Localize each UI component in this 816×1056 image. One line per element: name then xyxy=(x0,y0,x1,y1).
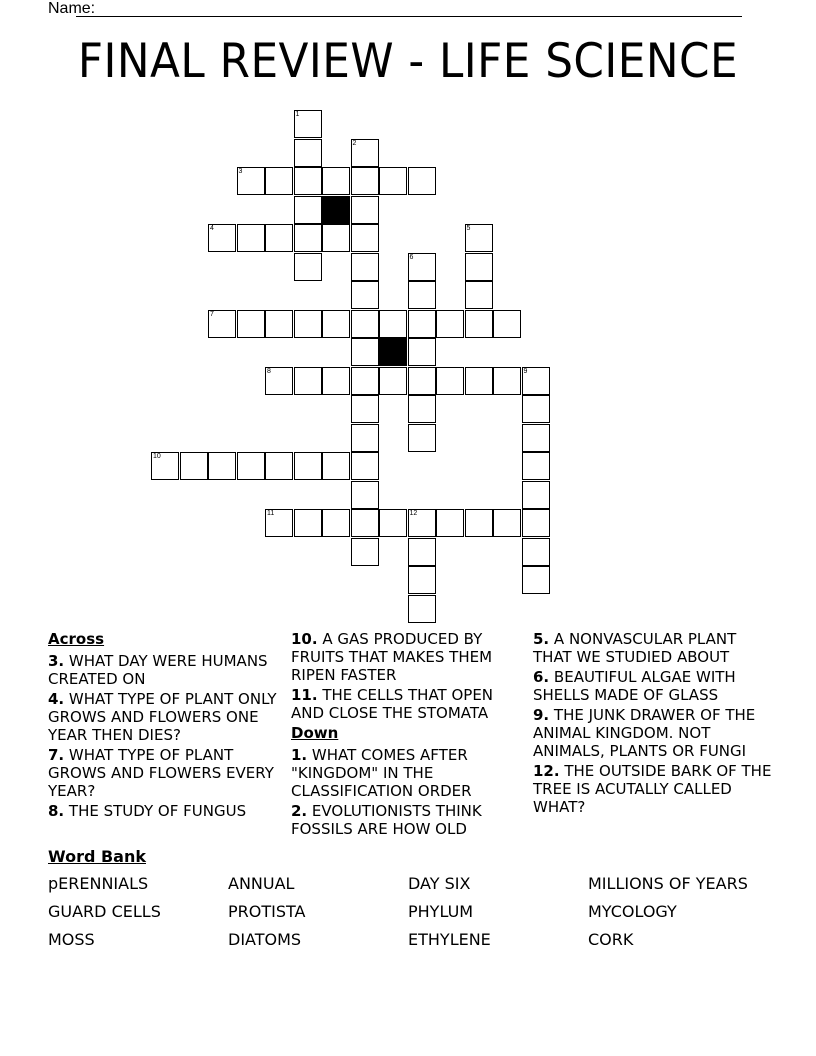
grid-cell[interactable] xyxy=(294,196,322,224)
grid-cell[interactable] xyxy=(322,452,350,480)
grid-cell[interactable] xyxy=(522,481,550,509)
grid-cell[interactable] xyxy=(436,310,464,338)
grid-cell[interactable] xyxy=(351,167,379,195)
grid-cell[interactable] xyxy=(351,224,379,252)
grid-cell[interactable] xyxy=(493,310,521,338)
clue-number: 1 xyxy=(295,111,300,118)
word-bank-item: pERENNIALS xyxy=(48,874,149,893)
clue-down-2: 2. EVOLUTIONISTS THINK FOSSILS ARE HOW OLD xyxy=(291,802,482,838)
grid-cell[interactable] xyxy=(322,310,350,338)
grid-cell[interactable] xyxy=(436,509,464,537)
grid-cell[interactable] xyxy=(408,538,436,566)
grid-cell[interactable] xyxy=(294,110,322,138)
grid-cell[interactable] xyxy=(408,310,436,338)
grid-cell[interactable] xyxy=(294,253,322,281)
clue-number: 11 xyxy=(267,510,275,517)
grid-cell[interactable] xyxy=(322,509,350,537)
clue-number: 12 xyxy=(409,510,418,517)
clue-number: 10 xyxy=(153,453,161,460)
clue-number: 3 xyxy=(238,168,243,175)
clue-across-3: 3. WHAT DAY WERE HUMANS CREATED ON xyxy=(48,652,268,688)
grid-cell[interactable] xyxy=(465,281,493,309)
grid-cell[interactable] xyxy=(237,167,265,195)
grid-cell[interactable] xyxy=(208,310,236,338)
grid-cell[interactable] xyxy=(322,167,350,195)
grid-cell[interactable] xyxy=(322,367,350,395)
grid-cell[interactable] xyxy=(351,538,379,566)
clue-across-11: 11. THE CELLS THAT OPEN AND CLOSE THE STOMATA xyxy=(291,686,494,722)
clue-number: 4 xyxy=(210,225,214,232)
grid-cell[interactable] xyxy=(351,395,379,423)
clue-down-5: 5. A NONVASCULAR PLANT THAT WE STUDIED ABOUT xyxy=(533,630,737,666)
clue-number: 9 xyxy=(523,367,528,375)
grid-cell[interactable] xyxy=(351,452,379,480)
clue-down-9: 9. THE JUNK DRAWER OF THE ANIMAL KINGDOM. NOT ANIMALS, PLANTS OR FUNGI xyxy=(533,706,756,760)
word-bank-item: MOSS xyxy=(48,930,95,949)
clue-across-10: 10. A GAS PRODUCED BY FRUITS THAT MAKES THEM RIPEN FASTER xyxy=(291,630,493,684)
word-bank-item: MYCOLOGY xyxy=(588,902,677,921)
grid-cell[interactable] xyxy=(522,566,550,594)
grid-cell[interactable] xyxy=(522,452,550,480)
word-bank-item: PROTISTA xyxy=(228,902,306,921)
grid-cell[interactable] xyxy=(208,452,236,480)
clue-column-3 xyxy=(533,630,773,818)
grid-block xyxy=(379,338,407,366)
grid-cell[interactable] xyxy=(408,338,436,366)
grid-cell[interactable] xyxy=(465,253,493,281)
grid-cell[interactable] xyxy=(522,395,550,423)
grid-cell[interactable] xyxy=(294,139,322,167)
grid-cell[interactable] xyxy=(522,509,550,537)
grid-cell[interactable] xyxy=(351,253,379,281)
down-heading: Down xyxy=(291,724,339,742)
clue-across-8: 8. THE STUDY OF FUNGUS xyxy=(48,802,247,820)
grid-cell[interactable] xyxy=(379,310,407,338)
grid-cell[interactable] xyxy=(465,310,493,338)
grid-cell[interactable] xyxy=(265,224,293,252)
grid-cell[interactable] xyxy=(408,253,436,281)
grid-cell[interactable] xyxy=(294,367,322,395)
grid-cell[interactable] xyxy=(208,224,236,252)
grid-cell[interactable] xyxy=(322,224,350,252)
grid-cell[interactable] xyxy=(151,452,179,480)
grid-cell[interactable] xyxy=(351,310,379,338)
clue-number: 6 xyxy=(409,253,414,261)
grid-cell[interactable] xyxy=(493,367,521,395)
grid-cell[interactable] xyxy=(522,424,550,452)
grid-cell[interactable] xyxy=(237,224,265,252)
grid-cell[interactable] xyxy=(408,395,436,423)
grid-cell[interactable] xyxy=(265,509,293,537)
clue-across-7: 7. WHAT TYPE OF PLANT GROWS AND FLOWERS EVERY YEAR? xyxy=(48,746,274,800)
grid-cell[interactable] xyxy=(351,367,379,395)
grid-cell[interactable] xyxy=(379,509,407,537)
grid-cell[interactable] xyxy=(522,367,550,395)
grid-cell[interactable] xyxy=(465,224,493,252)
clue-number: 8 xyxy=(267,367,271,375)
word-bank-item: GUARD CELLS xyxy=(48,902,161,921)
grid-cell[interactable] xyxy=(294,310,322,338)
grid-cell[interactable] xyxy=(265,452,293,480)
grid-cell[interactable] xyxy=(379,167,407,195)
across-heading: Across xyxy=(48,630,105,648)
word-bank-heading: Word Bank xyxy=(48,847,147,866)
grid-cell[interactable] xyxy=(237,452,265,480)
grid-cell[interactable] xyxy=(351,196,379,224)
grid-cell[interactable] xyxy=(351,509,379,537)
word-bank-item: ANNUAL xyxy=(228,874,295,893)
grid-cell[interactable] xyxy=(408,595,436,623)
grid-cell[interactable] xyxy=(408,281,436,309)
clue-column-1 xyxy=(48,630,288,822)
clue-column-2 xyxy=(291,630,511,840)
word-bank-item: DAY SIX xyxy=(408,874,471,893)
clue-down-12: 12. THE OUTSIDE BARK OF THE TREE IS ACUTALLY CALLED WHAT? xyxy=(533,762,772,816)
grid-cell[interactable] xyxy=(294,224,322,252)
grid-cell[interactable] xyxy=(408,167,436,195)
grid-cell[interactable] xyxy=(265,367,293,395)
grid-cell[interactable] xyxy=(294,509,322,537)
grid-cell[interactable] xyxy=(237,310,265,338)
grid-cell[interactable] xyxy=(265,310,293,338)
grid-cell[interactable] xyxy=(465,367,493,395)
grid-cell[interactable] xyxy=(436,367,464,395)
grid-cell[interactable] xyxy=(351,338,379,366)
grid-cell[interactable] xyxy=(379,367,407,395)
grid-cell[interactable] xyxy=(408,424,436,452)
grid-cell[interactable] xyxy=(522,538,550,566)
word-bank-item: MILLIONS OF YEARS xyxy=(588,874,748,893)
grid-cell[interactable] xyxy=(294,452,322,480)
grid-cell[interactable] xyxy=(351,481,379,509)
grid-cell[interactable] xyxy=(351,139,379,167)
clue-down-1: 1. WHAT COMES AFTER "KINGDOM" IN THE CLASSIFICATION ORDER xyxy=(291,746,472,800)
clue-number: 5 xyxy=(466,225,471,232)
grid-cell[interactable] xyxy=(408,509,436,537)
word-bank-item: DIATOMS xyxy=(228,930,302,949)
grid-block xyxy=(322,196,350,224)
grid-cell[interactable] xyxy=(265,167,293,195)
grid-cell[interactable] xyxy=(294,167,322,195)
clue-number: 7 xyxy=(210,310,214,318)
grid-cell[interactable] xyxy=(351,424,379,452)
grid-cell[interactable] xyxy=(408,367,436,395)
word-bank-item: PHYLUM xyxy=(408,902,474,921)
name-label: Name: xyxy=(48,0,96,17)
grid-cell[interactable] xyxy=(351,281,379,309)
word-bank-item: ETHYLENE xyxy=(408,930,491,949)
clue-across-4: 4. WHAT TYPE OF PLANT ONLY GROWS AND FLOWERS ONE YEAR THEN DIES? xyxy=(48,690,277,744)
clue-number: 2 xyxy=(352,139,357,147)
grid-cell[interactable] xyxy=(408,566,436,594)
word-bank-item: CORK xyxy=(588,930,634,949)
page-title: FINAL REVIEW - LIFE SCIENCE xyxy=(77,34,739,89)
grid-cell[interactable] xyxy=(180,452,208,480)
clue-down-6: 6. BEAUTIFUL ALGAE WITH SHELLS MADE OF GLASS xyxy=(533,668,736,704)
grid-cell[interactable] xyxy=(465,509,493,537)
grid-cell[interactable] xyxy=(493,509,521,537)
